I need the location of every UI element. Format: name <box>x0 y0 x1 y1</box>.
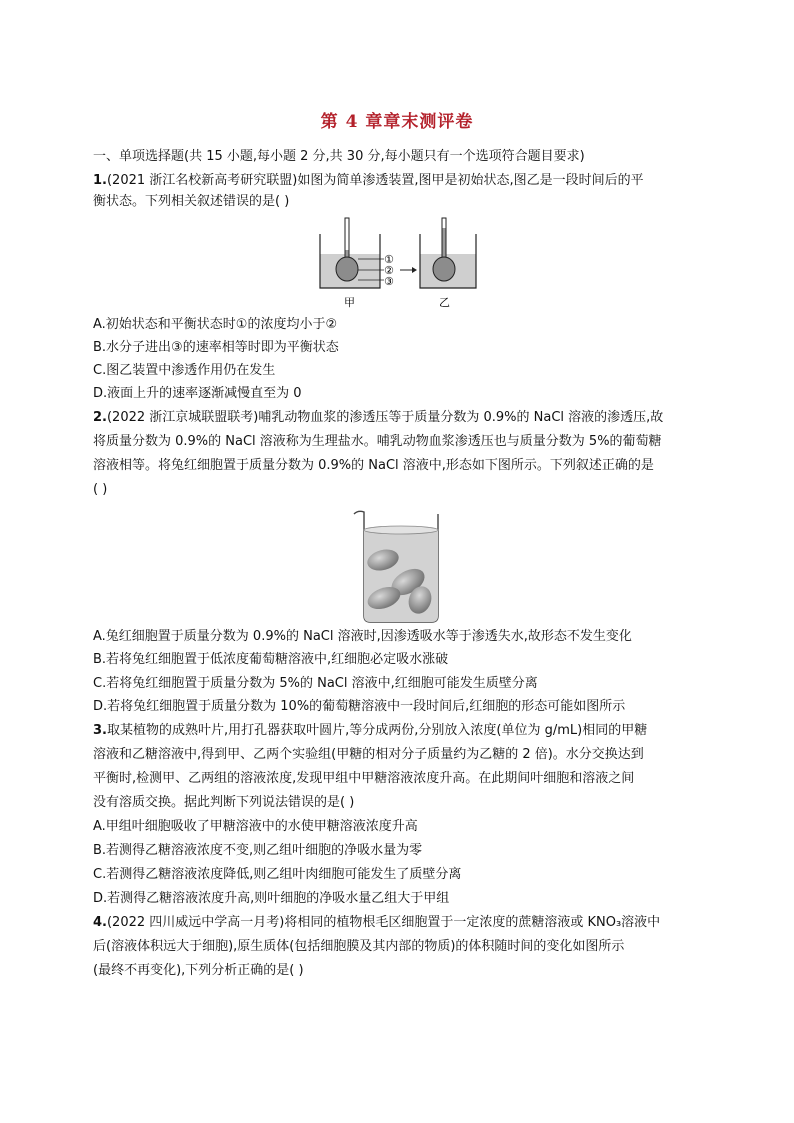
question-1-option-c: C.图乙装置中渗透作用仍在发生 <box>93 363 276 378</box>
question-3-option-c: C.若测得乙糖溶液浓度降低,则乙组叶肉细胞可能发生了质壁分离 <box>93 867 462 882</box>
figure-label-2: ② <box>384 264 394 277</box>
figure-label-3: ③ <box>384 275 394 288</box>
question-3-line-4: 没有溶质交换。据此判断下列说法错误的是( ) <box>93 795 355 810</box>
question-3-line-2: 溶液和乙糖溶液中,得到甲、乙两个实验组(甲糖的相对分子质量约为乙糖的 2 倍)。水分交换达到 <box>93 747 644 762</box>
question-2-text-1: (2022 浙江京城联盟联考)哺乳动物血浆的渗透压等于质量分数为 0.9%的 NaCl 溶液的渗透压,故 <box>106 410 664 425</box>
beaker-yi <box>420 218 476 309</box>
osmosis-apparatus-figure <box>318 214 478 314</box>
question-2-line-3: 溶液相等。将兔红细胞置于质量分数为 0.9%的 NaCl 溶液中,形态如下图所示。下列叙述正确的是 <box>93 458 654 473</box>
question-2-option-a: A.兔红细胞置于质量分数为 0.9%的 NaCl 溶液时,因渗透吸水等于渗透失水,故形态不发生变化 <box>93 629 632 644</box>
question-1-line-2: 衡状态。下列相关叙述错误的是( ) <box>93 194 290 209</box>
question-2-number: 2. <box>93 410 107 425</box>
question-2-option-b: B.若将兔红细胞置于低浓度葡萄糖溶液中,红细胞必定吸水涨破 <box>93 652 449 667</box>
figure-label-1: ① <box>384 253 394 266</box>
question-4-line-2: 后(溶液体积远大于细胞),原生质体(包括细胞膜及其内部的物质)的体积随时间的变化如图所示 <box>93 939 625 954</box>
liquid-surface <box>364 526 438 534</box>
question-2-line-4: ( ) <box>93 482 108 497</box>
question-4-line-3: (最终不再变化),下列分析正确的是( ) <box>93 963 304 978</box>
figure-caption-jia: 甲 <box>344 296 355 309</box>
section-heading: 一、单项选择题(共 15 小题,每小题 2 分,共 30 分,每小题只有一个选项符合题目要求) <box>93 149 585 164</box>
question-1-number: 1. <box>93 173 107 188</box>
question-3-option-a: A.甲组叶细胞吸收了甲糖溶液中的水使甲糖溶液浓度升高 <box>93 819 418 834</box>
question-3-option-b: B.若测得乙糖溶液浓度不变,则乙组叶细胞的净吸水量为零 <box>93 843 423 858</box>
question-1-option-a: A.初始状态和平衡状态时①的浓度均小于② <box>93 317 338 332</box>
question-3-text-1: 取某植物的成熟叶片,用打孔器获取叶圆片,等分成两份,分别放入浓度(单位为 g/mL)相同的甲糖 <box>106 723 648 738</box>
question-4-text-1: (2022 四川威远中学高一月考)将相同的植物根毛区细胞置于一定浓度的蔗糖溶液或 KNO₃溶液中 <box>106 915 661 930</box>
question-4-number: 4. <box>93 915 107 930</box>
question-1-option-d: D.液面上升的速率逐渐减慢直至为 0 <box>93 386 302 401</box>
red-blood-cell-beaker-figure <box>350 508 450 624</box>
question-3-line-1 <box>93 722 647 740</box>
question-2-line-1 <box>93 409 663 427</box>
question-3-option-d: D.若测得乙糖溶液浓度升高,则叶细胞的净吸水量乙组大于甲组 <box>93 891 450 906</box>
semipermeable-sac <box>336 257 358 281</box>
question-3-number: 3. <box>93 723 107 738</box>
arrow-icon <box>400 267 417 273</box>
figure-caption-yi: 乙 <box>439 296 450 309</box>
question-1-text-1: (2021 浙江名校新高考研究联盟)如图为简单渗透装置,图甲是初始状态,图乙是一段时间后的平 <box>106 173 644 188</box>
question-4-line-1 <box>93 914 660 932</box>
beaker-jia <box>320 218 394 309</box>
question-2-line-2: 将质量分数为 0.9%的 NaCl 溶液称为生理盐水。哺乳动物血浆渗透压也与质量分数为 5%的葡萄糖 <box>93 434 662 449</box>
semipermeable-sac <box>433 257 455 281</box>
question-1-line-1 <box>93 172 644 190</box>
page-title: 第 4 章章末测评卷 <box>320 112 474 132</box>
question-1-option-b: B.水分子进出③的速率相等时即为平衡状态 <box>93 340 339 355</box>
question-2-option-c: C.若将兔红细胞置于质量分数为 5%的 NaCl 溶液中,红细胞可能发生质壁分离 <box>93 676 538 691</box>
question-3-line-3: 平衡时,检测甲、乙两组的溶液浓度,发现甲组中甲糖溶液浓度升高。在此期间叶细胞和溶液之间 <box>93 771 635 786</box>
question-2-option-d: D.若将兔红细胞置于质量分数为 10%的葡萄糖溶液中一段时间后,红细胞的形态可能如图所示 <box>93 699 626 714</box>
